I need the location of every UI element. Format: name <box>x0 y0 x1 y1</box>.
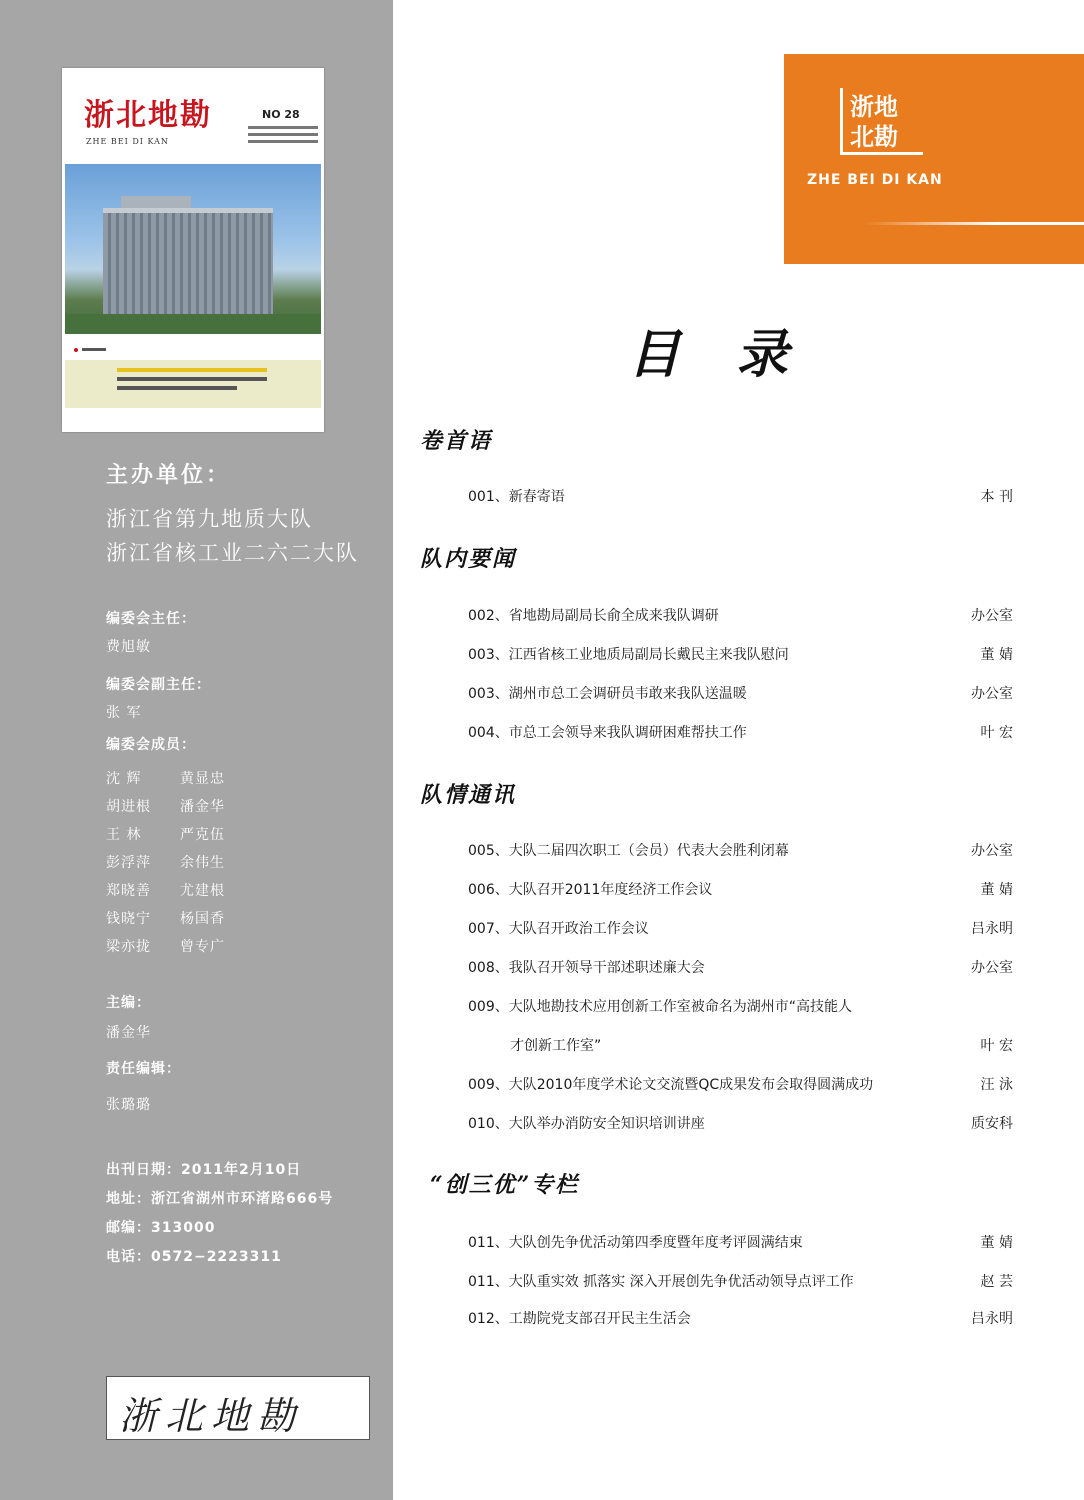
toc-entry-author: 吕永明 <box>971 1311 1013 1327</box>
brand-pinyin: ZHE BEI DI KAN <box>807 172 943 188</box>
section-title: 卷首语 <box>420 428 493 454</box>
member-name: 曾专广 <box>180 939 225 955</box>
cover-bullet <box>74 348 78 352</box>
cover-pinyin: ZHE BEI DI KAN <box>86 137 169 146</box>
editor-label: 主编： <box>106 995 151 1011</box>
toc-entry-text: 001、新春寄语 <box>468 489 565 505</box>
member-row <box>106 824 306 852</box>
member-name: 严克伍 <box>180 827 225 843</box>
member-row <box>106 852 306 880</box>
resp-editor-name: 张璐璐 <box>106 1097 151 1113</box>
sponsor-title: 主办单位： <box>106 463 232 488</box>
toc-entry-text: 010、大队举办消防安全知识培训讲座 <box>468 1116 705 1132</box>
toc-entry[interactable] <box>468 722 1013 746</box>
toc-entry-author: 办公室 <box>971 686 1013 702</box>
toc-entry-author: 董 婧 <box>980 882 1013 898</box>
member-name: 彭浮萍 <box>106 855 151 871</box>
members-label: 编委会成员： <box>106 737 196 753</box>
member-name: 杨国香 <box>180 911 225 927</box>
toc-entry-author: 办公室 <box>971 608 1013 624</box>
member-name: 尤建根 <box>180 883 225 899</box>
toc-entry-author: 质安科 <box>971 1116 1013 1132</box>
toc-entry-text: 007、大队召开政治工作会议 <box>468 921 649 937</box>
resp-editor-label: 责任编辑： <box>106 1061 181 1077</box>
vice-chair-label: 编委会副主任： <box>106 677 211 693</box>
brand-chars-line1: 浙地 <box>850 93 898 121</box>
member-name: 王 林 <box>106 827 142 843</box>
cover-meta-lines <box>248 126 318 147</box>
toc-entry[interactable] <box>468 918 1013 942</box>
sidebar <box>0 0 393 1500</box>
magazine-cover-thumbnail <box>62 68 324 432</box>
toc-entry-text: 012、工勘院党支部召开民主生活会 <box>468 1311 691 1327</box>
toc-entry-text: 003、江西省核工业地质局副局长戴民主来我队慰问 <box>468 647 789 663</box>
postcode: 邮编：313000 <box>106 1220 216 1236</box>
toc-entry-text: 009、大队2010年度学术论文交流暨QC成果发布会取得圆满成功 <box>468 1077 874 1093</box>
member-row <box>106 796 306 824</box>
chair-label: 编委会主任： <box>106 611 196 627</box>
sponsor-2: 浙江省核工业二六二大队 <box>106 541 359 565</box>
member-name: 郑晓善 <box>106 883 151 899</box>
brand-block <box>784 54 1084 264</box>
section-title: 队内要闻 <box>420 546 517 572</box>
toc-entry[interactable] <box>468 840 1013 864</box>
toc-entry-author: 董 婧 <box>980 1235 1013 1251</box>
toc-entry-text: 才创新工作室” <box>510 1038 602 1054</box>
member-name: 梁亦拢 <box>106 939 151 955</box>
member-name: 黄显忠 <box>180 771 225 787</box>
pub-date: 出刊日期：2011年2月10日 <box>106 1162 302 1178</box>
toc-entry-text: 008、我队召开领导干部述职述廉大会 <box>468 960 705 976</box>
calligraphy-logo <box>106 1376 370 1440</box>
sponsor-1: 浙江省第九地质大队 <box>106 507 313 531</box>
toc-entry[interactable] <box>468 1113 1013 1137</box>
toc-entry-author: 叶 宏 <box>980 725 1013 741</box>
toc-entry-continuation[interactable] <box>468 1035 1013 1059</box>
toc-entry-author: 汪 泳 <box>980 1077 1013 1093</box>
toc-entry[interactable] <box>468 1232 1013 1256</box>
logo-text: 浙北地勘 <box>119 1394 304 1438</box>
brand-chars-line2: 北勘 <box>850 123 898 151</box>
member-name: 钱晓宁 <box>106 911 151 927</box>
chair-name: 费旭敏 <box>106 639 151 655</box>
toc-entry-author: 吕永明 <box>971 921 1013 937</box>
toc-entry-author: 本 刊 <box>980 489 1013 505</box>
member-name: 胡进根 <box>106 799 151 815</box>
toc-entry[interactable] <box>468 1308 1013 1332</box>
section-title: “创三优”专栏 <box>430 1172 580 1198</box>
cover-title: 浙北地勘 <box>84 98 212 133</box>
cover-building-photo <box>65 164 321 334</box>
toc-entry-text: 002、省地勘局副局长俞全成来我队调研 <box>468 608 719 624</box>
member-name: 余伟生 <box>180 855 225 871</box>
toc-entry[interactable] <box>468 879 1013 903</box>
toc-entry-author: 办公室 <box>971 843 1013 859</box>
editor-name: 潘金华 <box>106 1025 151 1041</box>
toc-entry-text: 011、大队创先争优活动第四季度暨年度考评圆满结束 <box>468 1235 803 1251</box>
toc-entry-author: 办公室 <box>971 960 1013 976</box>
toc-entry[interactable] <box>468 605 1013 629</box>
member-row <box>106 908 306 936</box>
members-list <box>106 768 306 964</box>
toc-entry-text: 006、大队召开2011年度经济工作会议 <box>468 882 713 898</box>
toc-entry[interactable] <box>468 486 1013 510</box>
member-name: 潘金华 <box>180 799 225 815</box>
toc-title: 目录 <box>628 325 845 385</box>
cover-tag <box>82 348 106 351</box>
cover-issue: NO 28 <box>262 108 300 121</box>
toc-entry-text: 005、大队二届四次职工（会员）代表大会胜利闭幕 <box>468 843 789 859</box>
member-name: 沈 辉 <box>106 771 142 787</box>
section-title: 队情通讯 <box>420 782 517 808</box>
brand-chars <box>850 92 922 152</box>
toc-entry[interactable] <box>468 1271 1013 1295</box>
toc-entry[interactable] <box>468 1074 1013 1098</box>
toc-entry-text: 004、市总工会领导来我队调研困难帮扶工作 <box>468 725 747 741</box>
member-row <box>106 768 306 796</box>
toc-entry-text: 011、大队重实效 抓落实 深入开展创先争优活动领导点评工作 <box>468 1274 854 1290</box>
address: 地址：浙江省湖州市环渚路666号 <box>106 1191 334 1207</box>
toc-entry-text: 009、大队地勘技术应用创新工作室被命名为湖州市“高技能人 <box>468 999 852 1015</box>
brand-divider <box>864 222 1084 225</box>
toc-entry-author: 赵 芸 <box>980 1274 1013 1290</box>
vice-chair-name: 张 军 <box>106 705 142 721</box>
toc-entry[interactable] <box>468 957 1013 981</box>
member-row <box>106 936 306 964</box>
toc-entry-author: 叶 宏 <box>980 1038 1013 1054</box>
phone: 电话：0572−2223311 <box>106 1249 282 1265</box>
toc-entry-author: 董 婧 <box>980 647 1013 663</box>
toc-entry[interactable] <box>468 996 1013 1020</box>
toc-entry[interactable] <box>468 683 1013 707</box>
cover-headlines <box>65 360 321 408</box>
member-row <box>106 880 306 908</box>
toc-entry[interactable] <box>468 644 1013 668</box>
toc-entry-text: 003、湖州市总工会调研员韦敢来我队送温暖 <box>468 686 747 702</box>
